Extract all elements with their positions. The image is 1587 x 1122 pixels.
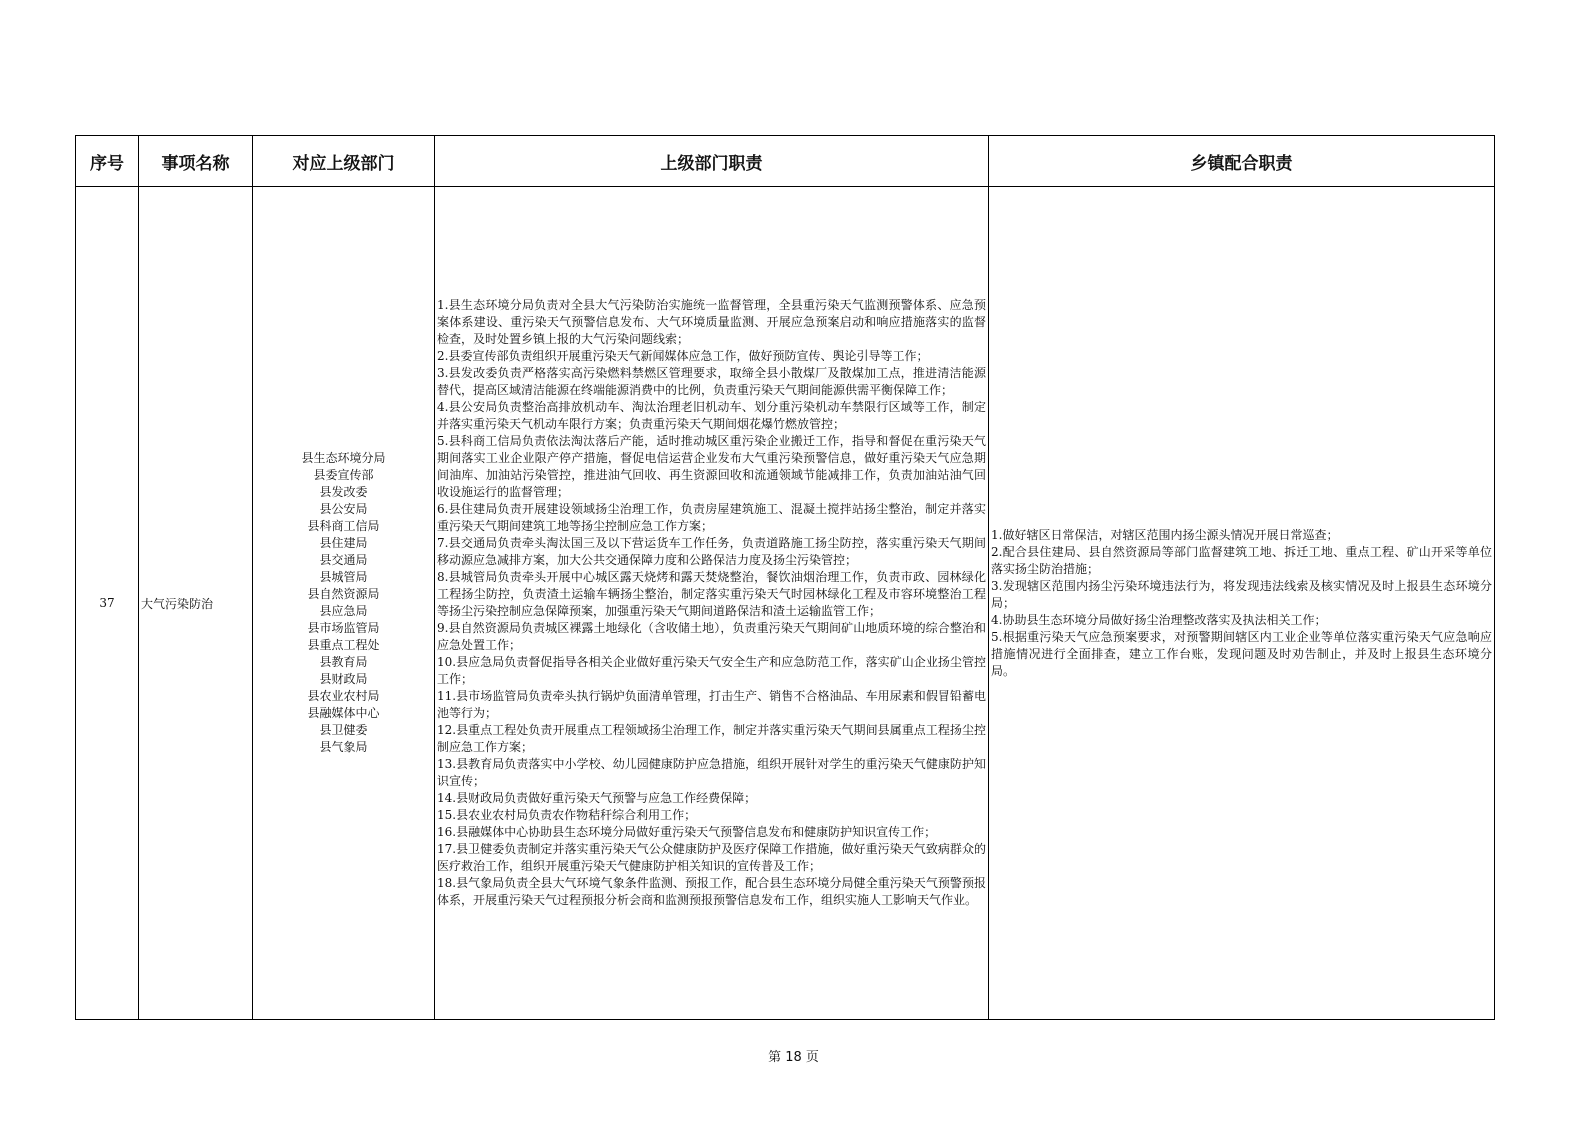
upper-duty-item: 18.县气象局负责全县大气环境气象条件监测、预报工作，配合县生态环境分局健全重污染天气预警预报体系，开展重污染天气过程预报分析会商和监测预报预警信息发布工作，组织实施人工影响天气作业。 [437,876,986,907]
table-header-row [76,136,1495,187]
department-item: 县应急局 [319,604,368,618]
upper-duty-item: 14.县财政局负责做好重污染天气预警与应急工作经费保障； [437,791,757,805]
department-item: 县委宣传部 [313,468,374,482]
department-item: 县财政局 [319,672,368,686]
department-item: 县教育局 [319,655,368,669]
department-item: 县发改委 [319,485,368,499]
upper-duty-item: 3.县发改委负责严格落实高污染燃料禁燃区管理要求，取缔全县小散煤厂及散煤加工点，推进清洁能源替代，提高区域清洁能源在终端能源消费中的比例，负责重污染天气期间能源供需平衡保障工作； [437,366,986,397]
department-item: 县自然资源局 [307,587,380,601]
department-item: 县科商工信局 [307,519,380,533]
department-item: 县农业农村局 [307,689,380,703]
department-item: 县城管局 [319,570,368,584]
header-department: 对应上级部门 [253,136,435,187]
upper-duty-item: 6.县住建局负责开展建设领域扬尘治理工作，负责房屋建筑施工、混凝土搅拌站扬尘整治，制定并落实重污染天气期间建筑工地等扬尘控制应急工作方案； [437,502,986,533]
department-item: 县市场监管局 [307,621,380,635]
department-item: 县重点工程处 [307,638,380,652]
upper-duty-item: 12.县重点工程处负责开展重点工程领域扬尘治理工作，制定并落实重污染天气期间县属重点工程扬尘控制应急工作方案； [437,723,986,754]
department-item: 县住建局 [319,536,368,550]
upper-duty-item: 17.县卫健委负责制定并落实重污染天气公众健康防护及医疗保障工作措施，做好重污染天气致病群众的医疗救治工作，组织开展重污染天气健康防护相关知识的宣传普及工作； [437,842,986,873]
town-duty-item: 2.配合县住建局、县自然资源局等部门监督建筑工地、拆迁工地、重点工程、矿山开采等单位落实扬尘防治措施； [991,544,1492,576]
header-town-duties: 乡镇配合职责 [989,136,1495,187]
upper-duty-item: 10.县应急局负责督促指导各相关企业做好重污染天气安全生产和应急防范工作，落实矿山企业扬尘管控工作； [437,655,986,686]
row-upper-duties [435,187,989,1020]
department-item: 县生态环境分局 [301,451,386,465]
upper-duty-item: 2.县委宣传部负责组织开展重污染天气新闻媒体应急工作，做好预防宣传、舆论引导等工作； [437,349,929,363]
upper-duty-item: 1.县生态环境分局负责对全县大气污染防治实施统一监督管理，全县重污染天气监测预警体系、应急预案体系建设、重污染天气预警信息发布、大气环境质量监测、开展应急预案启动和响应措施落实的监督检查，及时处置乡镇上报的大气污染问题线索； [437,298,986,346]
upper-duty-item: 5.县科商工信局负责依法淘汰落后产能，适时推动城区重污染企业搬迁工作，指导和督促在重污染天气期间落实工业企业限产停产措施，督促电信运营企业发布大气重污染预警信息，做好重污染天气应急期间油库、加油站污染管控，推进油气回收、再生资源回收和流通领域节能减排工作，负责加油站油气回收设施运行的监督管理； [437,434,986,499]
upper-duty-item: 4.县公安局负责整治高排放机动车、淘汰治理老旧机动车、划分重污染机动车禁限行区域等工作，制定并落实重污染天气机动车限行方案；负责重污染天气期间烟花爆竹燃放管控； [437,400,986,431]
table-row [76,187,1495,1020]
department-item: 县交通局 [319,553,368,567]
department-item: 县公安局 [319,502,368,516]
upper-duty-item: 15.县农业农村局负责农作物秸秆综合利用工作； [437,808,697,822]
row-departments [253,187,435,1020]
upper-duty-item: 9.县自然资源局负责城区裸露土地绿化（含收储土地），负责重污染天气期间矿山地质环境的综合整治和应急处置工作； [437,621,986,652]
department-item: 县卫健委 [319,723,368,737]
town-duty-item: 4.协助县生态环境分局做好扬尘治理整改落实及执法相关工作； [991,612,1327,627]
row-town-duties [989,187,1495,1020]
town-duty-item: 3.发现辖区范围内扬尘污染环境违法行为，将发现违法线索及核实情况及时上报县生态环境分局； [991,578,1492,610]
header-item-name: 事项名称 [139,136,253,187]
town-duty-item: 5.根据重污染天气应急预案要求，对预警期间辖区内工业企业等单位落实重污染天气应急响应措施情况进行全面排查，建立工作台账，发现问题及时劝告制止，并及时上报县生态环境分局。 [991,629,1492,678]
department-item: 县融媒体中心 [307,706,380,720]
header-seq: 序号 [76,136,139,187]
row-item-name: 大气污染防治 [139,187,253,1020]
row-seq: 37 [76,187,139,1020]
department-item: 县气象局 [319,740,368,754]
upper-duty-item: 7.县交通局负责牵头淘汰国三及以下营运货车工作任务，负责道路施工扬尘防控，落实重污染天气期间移动源应急减排方案，加大公共交通保障力度和公路保洁力度及扬尘污染管控； [437,536,986,567]
upper-duty-item: 11.县市场监管局负责牵头执行锅炉负面清单管理，打击生产、销售不合格油品、车用尿素和假冒铅蓄电池等行为； [437,689,986,720]
town-duty-item: 1.做好辖区日常保洁，对辖区范围内扬尘源头情况开展日常巡查； [991,527,1339,542]
page-number: 第 18 页 [768,1050,819,1065]
duty-table [75,135,1495,1020]
header-upper-duties: 上级部门职责 [435,136,989,187]
upper-duty-item: 13.县教育局负责落实中小学校、幼儿园健康防护应急措施，组织开展针对学生的重污染天气健康防护知识宣传； [437,757,986,788]
upper-duty-item: 8.县城管局负责牵头开展中心城区露天烧烤和露天焚烧整治，餐饮油烟治理工作，负责市政、园林绿化工程扬尘防控，负责渣土运输车辆扬尘整治，制定落实重污染天气时园林绿化工程及市容环境整治工程等扬尘污染控制应急保障预案，加强重污染天气期间道路保洁和渣土运输监管工作； [437,570,986,618]
upper-duty-item: 16.县融媒体中心协助县生态环境分局做好重污染天气预警信息发布和健康防护知识宣传工作； [437,825,937,839]
